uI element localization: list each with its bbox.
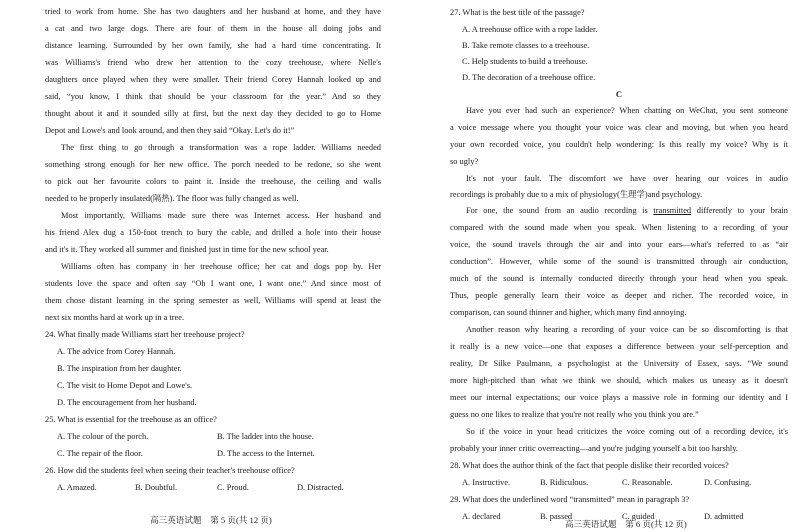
- passage-line: them chose distant learning in the spring semester as well, Williams will spend at least the: [45, 296, 381, 305]
- passage-line: compared with the sound made when you speak. When listening to a recording of your: [450, 223, 788, 232]
- passage-line: The first thing to go through a transformation was a rope ladder. Williams needed: [61, 143, 381, 152]
- option-25-c[interactable]: C. The repair of the floor.: [57, 449, 143, 458]
- section-heading: C: [615, 89, 623, 99]
- passage-line: For one, the sound from an audio recording is transmitted differently to your brain: [466, 206, 788, 215]
- option-24-c[interactable]: C. The visit to Home Depot and Lowe's.: [57, 381, 193, 390]
- passage-line: probably your inner critic overreacting—and you're judging yourself a bit too harshly.: [450, 444, 738, 453]
- passage-line: his friend Alex dug a 150-foot trench to bury the cable, and drilled a hole into their house: [45, 228, 381, 237]
- page-footer-right: 高三英语试题 第 6 页(共 12 页): [565, 519, 687, 529]
- option-27-c[interactable]: C. Help students to build a treehouse.: [462, 57, 588, 66]
- option-28-a[interactable]: A. Instructive.: [462, 478, 511, 487]
- underlined-word: transmitted: [653, 206, 692, 215]
- passage-line: a voice message where you thought your voice was clear and moving, but when you heard: [450, 123, 788, 132]
- question-28: 28. What does the author think of the fact that people dislike their recorded voices?: [450, 461, 729, 470]
- passage-line: guess no one likes to realize that you're not really who you think you are.”: [450, 410, 699, 419]
- passage-line: students love the space and often say “Oh I want one, I want one.” And since most of: [45, 279, 381, 288]
- passage-line: Most importantly, Williams made sure there was Internet access. Her husband and: [61, 211, 381, 220]
- option-27-b[interactable]: B. Take remote classes to a treehouse.: [462, 41, 590, 50]
- question-24: 24. What finally made Williams start her treehouse project?: [45, 330, 245, 339]
- passage-line: and it's it. They worked all summer and finished just in time for the new school year.: [45, 245, 329, 254]
- passage-line: reality, Dr Silke Paulmann, a psychologist at the University of Essex, says. “We sound: [450, 359, 788, 368]
- passage-line: conduction”. However, while some of the sound is transmitted through air conduction,: [450, 257, 788, 266]
- option-26-d[interactable]: D. Distracted.: [297, 483, 344, 492]
- passage-line: recordings is probably due to a mix of physiology(生理学)and psychology.: [450, 190, 703, 199]
- passage-line: it really is a new voice—one that exposes a difference between your self-perception and: [450, 342, 788, 351]
- passage-line: needed to be properly insulated(隔热). The floor was fully changed as well.: [45, 194, 299, 203]
- option-25-d[interactable]: D. The access to the Internet.: [217, 449, 315, 458]
- option-24-b[interactable]: B. The inspiration from her daughter.: [57, 364, 182, 373]
- page-footer-left: 高三英语试题 第 5 页(共 12 页): [150, 515, 272, 525]
- passage-line: Depot and Lowe's and look around, and then they said “Okay. Let's do it!”: [45, 126, 295, 135]
- option-26-c[interactable]: C. Proud.: [217, 483, 249, 492]
- passage-line: comparison, can sound thinner and higher, which many find annoying.: [450, 308, 687, 317]
- passage-line: Thus, people generally learn their voice as deeper and richer. The recorded voice, in: [450, 291, 788, 300]
- passage-line: Williams often has company in her treehouse office; her cat and dogs pop by. Her: [61, 262, 381, 271]
- passage-line: much of the sound is internally conducted directly through your head when you speak.: [450, 274, 788, 283]
- passage-line: was Williams's friend who drew her attention to the cozy treehouse, where Nelle's: [45, 58, 381, 67]
- option-25-a[interactable]: A. The colour of the porch.: [57, 432, 149, 441]
- passage-line: meet our internal expectations; our voice plays a massive role in forming our identity and I: [450, 393, 788, 402]
- passage-line: Have you ever had such an experience? When chatting on WeChat, you sent someone: [466, 106, 788, 115]
- passage-line: your own recorded voice, you couldn't help wondering: Is this really my voice? Why is it: [450, 140, 788, 149]
- passage-line: Another reason why hearing a recording of your voice can be so discomforting is that: [466, 325, 788, 334]
- option-29-d[interactable]: D. admitted: [704, 512, 744, 521]
- question-27: 27. What is the best title of the passage?: [450, 8, 585, 17]
- passage-line: So if the voice in your head criticizes the voice coming out of a recording device, it's: [466, 427, 788, 436]
- option-24-d[interactable]: D. The encouragement from her husband.: [57, 398, 197, 407]
- passage-line: daughters once played when they were smaller. Their friend Corey Hannah looked up and: [45, 75, 381, 84]
- option-25-b[interactable]: B. The ladder into the house.: [217, 432, 314, 441]
- option-29-a[interactable]: A. declared: [462, 512, 501, 521]
- option-29-b[interactable]: B. passed: [540, 512, 573, 521]
- passage-line: something strong enough for her new office. The porch needed to be redone, so she went: [45, 160, 381, 169]
- passage-line: distance learning. Surrounded by her own family, she had a hard time concentrating. It: [45, 41, 381, 50]
- passage-line: tried to work from home. She has two daughters and her husband at home, and they have: [45, 7, 381, 16]
- passage-line: so ugly?: [450, 157, 479, 166]
- option-29-c[interactable]: C. guided: [622, 512, 655, 521]
- option-27-a[interactable]: A. A treehouse office with a rope ladder.: [462, 25, 598, 34]
- option-26-a[interactable]: A. Amazed.: [57, 483, 97, 492]
- option-28-d[interactable]: D. Confusing.: [704, 478, 752, 487]
- option-26-b[interactable]: B. Doubtful.: [135, 483, 178, 492]
- option-27-d[interactable]: D. The decoration of a treehouse office.: [462, 73, 596, 82]
- passage-line: a cat and two large dogs. There are four of them in the house all doing jobs and: [45, 24, 381, 33]
- passage-line: thought about it and it sounded silly at first, but the next day they decided to go to Home: [45, 109, 381, 118]
- option-28-c[interactable]: C. Reasonable.: [622, 478, 673, 487]
- question-26: 26. How did the students feel when seeing their teacher's treehouse office?: [45, 466, 295, 475]
- option-28-b[interactable]: B. Ridiculous.: [540, 478, 589, 487]
- passage-line: voice, the sound travels through the air and into your ears—what's referred to as “air: [450, 240, 788, 249]
- passage-line: said, “you know, I think that should be your classroom for the year.” And so they: [45, 92, 381, 101]
- passage-line: to pick out her favourite colors to paint it. Inside the treehouse, the ceiling and walls: [45, 177, 381, 186]
- option-24-a[interactable]: A. The advice from Corey Hannah.: [57, 347, 176, 356]
- question-29: 29. What does the underlined word “transmitted” mean in paragraph 3?: [450, 495, 690, 504]
- passage-line: more high-pitched than what we think we should, which makes us uneasy as it doesn't: [450, 376, 788, 385]
- passage-line: next six months hard at work up in a tree.: [45, 313, 185, 322]
- passage-line: It's not your fault. The discomfort we have over hearing our voices in audio: [466, 174, 788, 183]
- question-25: 25. What is essential for the treehouse as an office?: [45, 415, 217, 424]
